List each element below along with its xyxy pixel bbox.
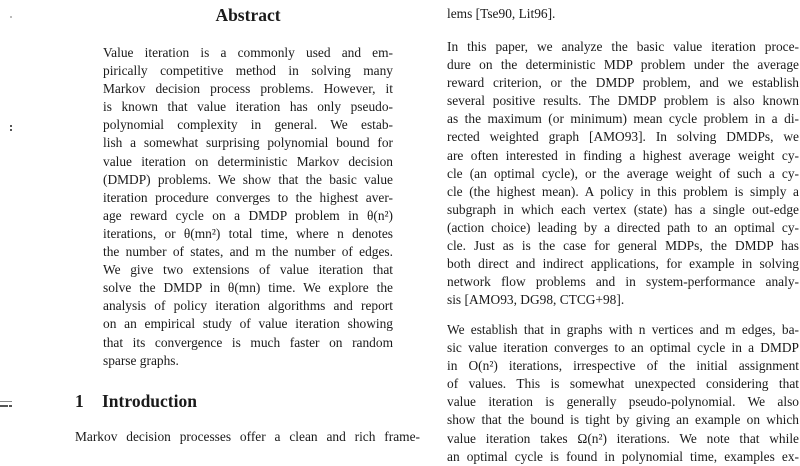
abstract-line: pirically competitive method in solving many	[103, 63, 393, 79]
section-heading-introduction	[75, 390, 197, 412]
paragraph-line: both direct and indirect applications, for example in solving	[447, 256, 799, 272]
paragraph-line: several positive results. The DMDP problem is also known	[447, 93, 799, 109]
abstract-line: sparse graphs.	[103, 352, 179, 368]
margin-dot	[10, 16, 12, 18]
abstract-line: Markov decision process problems. However, it	[103, 81, 393, 97]
paragraph-line: (action choice) leading by a directed path to an optimal cy-	[447, 219, 799, 235]
margin-dash-mark	[0, 401, 12, 402]
margin-colon-mark	[10, 129, 12, 131]
paragraph-line: an optimal cycle is found in polynomial time, examples ex-	[447, 448, 799, 464]
abstract-line: that its convergence is much faster on random	[103, 334, 393, 350]
paragraph-line: value iteration is generally pseudo-polynomial. We also	[447, 394, 799, 410]
abstract-line: iteration procedure converges to the highest aver-	[103, 189, 393, 205]
abstract-line: analysis of policy iteration algorithms and report	[103, 298, 393, 314]
paragraph-line: reward criterion, or the DMDP problem, and we establish	[447, 75, 799, 91]
paragraph-line: We establish that in graphs with n vertices and m edges, ba-	[447, 322, 799, 337]
abstract-line: lish a somewhat surprising polynomial bound for	[103, 135, 393, 151]
paragraph-line: of values. This is somewhat unexpected considering that	[447, 376, 799, 392]
abstract-heading: Abstract	[215, 5, 281, 25]
margin-dash-mark	[9, 405, 12, 407]
margin-colon-mark	[10, 125, 12, 127]
paragraph-line: network flow problems and in system-performance analy-	[447, 274, 799, 290]
abstract-line: We give two extensions of value iteration that	[103, 262, 393, 278]
abstract-line: iterations, or θ(mn²) total time, where n denotes	[103, 225, 393, 241]
paragraph-line: in O(n²) iterations, irrespective of the initial assignment	[447, 358, 799, 374]
paragraph-line: are often interested in finding a highest average weight cy-	[447, 147, 799, 163]
margin-dash-mark	[0, 405, 8, 407]
abstract-body	[103, 44, 393, 370]
paragraph-line: sic value iteration converges to an optimal cycle in a DMDP	[447, 340, 799, 356]
introduction-paragraph	[75, 428, 420, 446]
paragraph-line: rected weighted graph [AMO93]. In solving DMDPs, we	[447, 129, 799, 145]
section-title: Introduction	[102, 391, 197, 411]
abstract-line: age reward cycle on a DMDP problem in θ(n²)	[103, 207, 393, 223]
abstract-line: is known that value iteration has only pseudo-	[103, 99, 393, 115]
section-number: 1	[75, 391, 84, 411]
abstract-line: solve the DMDP in θ(mn) time. We explore the	[103, 280, 393, 296]
paragraph-line: cle (the highest mean). A policy in this problem is simply a	[447, 183, 799, 199]
abstract-line: value iteration on deterministic Markov decision	[103, 153, 393, 169]
paragraph-line: cle. Just as is the case for general MDPs, the DMDP has	[447, 238, 799, 254]
paragraph-line: show that the bound is tight by giving an example on which	[447, 412, 799, 428]
paragraph-line: In this paper, we analyze the basic value iteration proce-	[447, 39, 799, 54]
paragraph-line: dure on the deterministic MDP problem under the average	[447, 57, 799, 73]
continuation-line: lems [Tse90, Lit96].	[447, 6, 556, 21]
right-column-continuation	[447, 5, 799, 23]
paragraph-line: sis [AMO93, DG98, CTCG+98].	[447, 292, 625, 308]
intro-line: Markov decision processes offer a clean and rich frame-	[75, 429, 420, 444]
right-column-paragraph-2	[447, 321, 799, 466]
right-column-paragraph-1	[447, 38, 799, 309]
abstract-line: polynomial complexity in general. We estab-	[103, 117, 393, 133]
paragraph-line: value iteration takes Ω(n²) iterations. We note that while	[447, 430, 799, 446]
abstract-line: (DMDP) problems. We show that the basic value	[103, 171, 393, 187]
abstract-line: on an empirical study of value iteration showing	[103, 316, 393, 332]
paragraph-line: subgraph in which each vertex (state) has a single out-edge	[447, 201, 799, 217]
paragraph-line: as the maximum (or minimum) mean cycle problem in a di-	[447, 111, 799, 127]
abstract-line: the number of states, and m the number of edges.	[103, 244, 393, 260]
paragraph-line: cle (an optimal cycle), or the average weight of such a cy-	[447, 165, 799, 181]
abstract-line: Value iteration is a commonly used and em-	[103, 45, 393, 60]
